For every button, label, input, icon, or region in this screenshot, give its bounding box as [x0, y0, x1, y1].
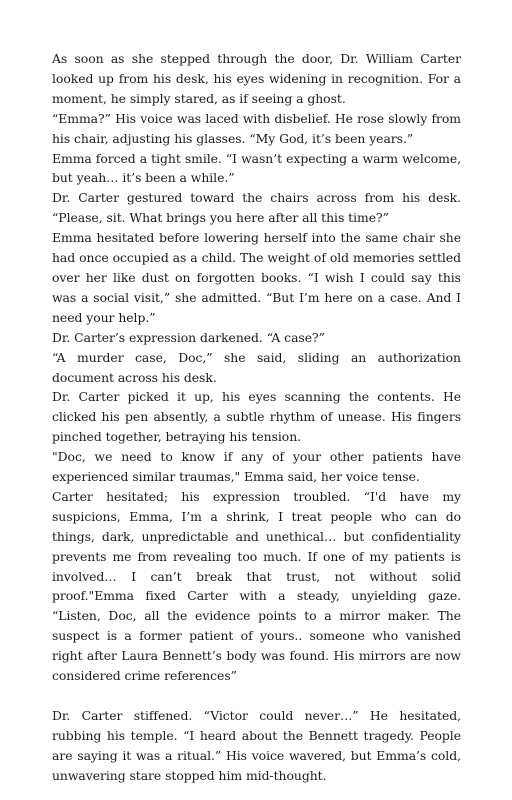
paragraph: Dr. Carter stiffened. “Victor could never…” He hesitated, rubbing his temple. “I heard about the Bennett tragedy. People are saying it was a ritual.” His voice wavered, but Emma’s cold, unwavering stare stopped him mid-thought.	[52, 707, 461, 783]
paragraph: Carter hesitated; his expression troubled. “I'd have my suspicions, Emma, I’m a shrink, I treat people who can do things, dark, unpredictable and unethical… but confidentiality prevents me from revealing too much. If one of my patients is involved… I can’t break that trust, not without solid proof."Emma fixed Carter with a steady, unyielding gaze. “Listen, Doc, all the evidence points to a mirror maker. The suspect is a former patient of yours.. someone who vanished right after Laura Bennett’s body was found. His mirrors are now considered crime references”	[52, 488, 461, 684]
paragraph: Dr. Carter gestured toward the chairs across from his desk. “Please, sit. What brings you here after all this time?”	[52, 190, 461, 226]
paragraph: “Emma?” His voice was laced with disbelief. He rose slowly from his chair, adjusting his glasses. “My God, it’s been years.”	[52, 110, 461, 146]
paragraph: Emma forced a tight smile. “I wasn’t expecting a warm welcome, but yeah… it’s been a while.”	[52, 150, 461, 186]
paragraph: Emma hesitated before lowering herself into the same chair she had once occupied as a child. The weight of old memories settled over her like dust on forgotten books. “I wish I could say this was a social visit,” she admitted. “But I’m here on a case. And I need your help.”	[52, 230, 461, 325]
paragraph: "Doc, we need to know if any of your other patients have experienced similar traumas," Emma said, her voice tense.	[52, 449, 461, 485]
paragraph: Dr. Carter’s expression darkened. “A case?”	[52, 329, 325, 345]
paragraph: Dr. Carter picked it up, his eyes scanning the contents. He clicked his pen absently, a subtle rhythm of unease. His fingers pinched together, betraying his tension.	[52, 389, 461, 445]
paragraph: “A murder case, Doc,” she said, sliding an authorization document across his desk.	[52, 349, 461, 385]
document-page	[52, 49, 461, 786]
paragraph: As soon as she stepped through the door, Dr. William Carter looked up from his desk, his eyes widening in recognition. For a moment, he simply stared, as if seeing a ghost.	[52, 51, 461, 106]
